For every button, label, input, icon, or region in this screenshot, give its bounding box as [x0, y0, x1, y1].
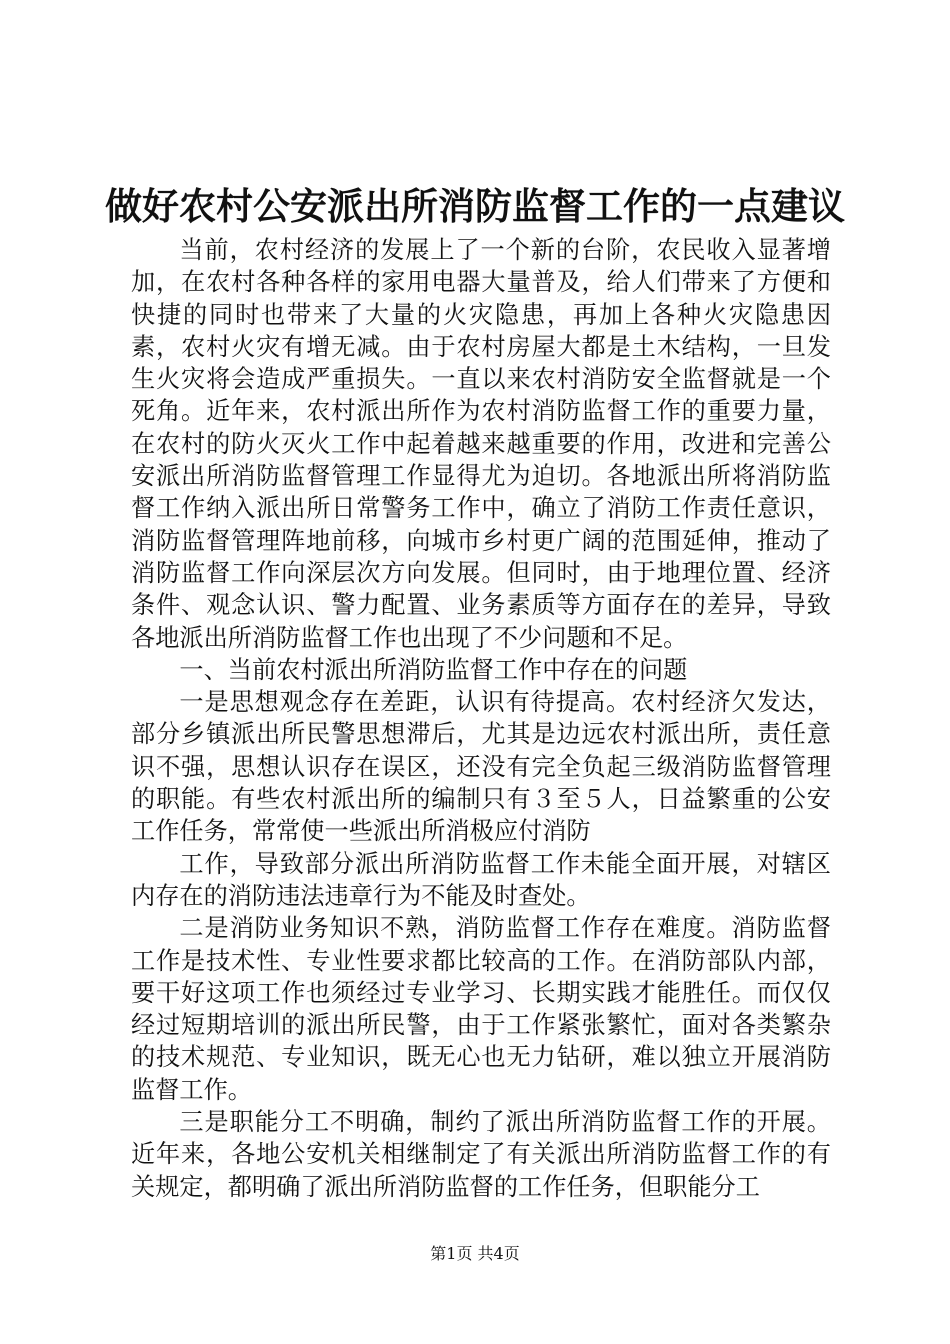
document-body — [131, 234, 831, 1203]
paragraph-point-one: 一是思想观念存在差距，认识有待提高。农村经济欠发达，部分乡镇派出所民警思想滞后，尤其是边远农村派出所，责任意识不强，思想认识存在误区，还没有完全负起三级消防监督管理的职能。有些农村派出所的编制只有３至５人，日益繁重的公安工作任务，常常使一些派出所消极应付消防 — [131, 688, 831, 846]
section-heading: 一、当前农村派出所消防监督工作中存在的问题 — [179, 655, 688, 684]
paragraph-intro: 当前，农村经济的发展上了一个新的台阶，农民收入显著增加，在农村各种各样的家用电器大量普及，给人们带来了方便和快捷的同时也带来了大量的火灾隐患，再加上各种火灾隐患因素，农村火灾有增无减。由于农村房屋大都是土木结构，一旦发生火灾将会造成严重损失。一直以来农村消防安全监督就是一个死角。近年来，农村派出所作为农村消防监督工作的重要力量，在农村的防火灭火工作中起着越来越重要的作用，改进和完善公安派出所消防监督管理工作显得尤为迫切。各地派出所将消防监督工作纳入派出所日常警务工作中，确立了消防工作责任意识，消防监督管理阵地前移，向城市乡村更广阔的范围延伸，推动了消防监督工作向深层次方向发展。但同时，由于地理位置、经济条件、观念认识、警力配置、业务素质等方面存在的差异，导致各地派出所消防监督工作也出现了不少问题和不足。 — [131, 236, 831, 652]
paragraph-point-one-continued: 工作，导致部分派出所消防监督工作未能全面开展，对辖区内存在的消防违法违章行为不能及时查处。 — [131, 849, 831, 910]
page-footer: 第1页 共4页 — [430, 1244, 520, 1263]
document-title: 做好农村公安派出所消防监督工作的一点建议 — [105, 184, 845, 228]
paragraph-point-two: 二是消防业务知识不熟，消防监督工作存在难度。消防监督工作是技术性、专业性要求都比较高的工作。在消防部队内部，要干好这项工作也须经过专业学习、长期实践才能胜任。而仅仅经过短期培训的派出所民警，由于工作紧张繁忙，面对各类繁杂的技术规范、专业知识，既无心也无力钻研，难以独立开展消防监督工作。 — [131, 914, 831, 1104]
paragraph-point-three: 三是职能分工不明确，制约了派出所消防监督工作的开展。近年来，各地公安机关相继制定了有关派出所消防监督工作的有关规定，都明确了派出所消防监督的工作任务，但职能分工 — [131, 1108, 831, 1201]
